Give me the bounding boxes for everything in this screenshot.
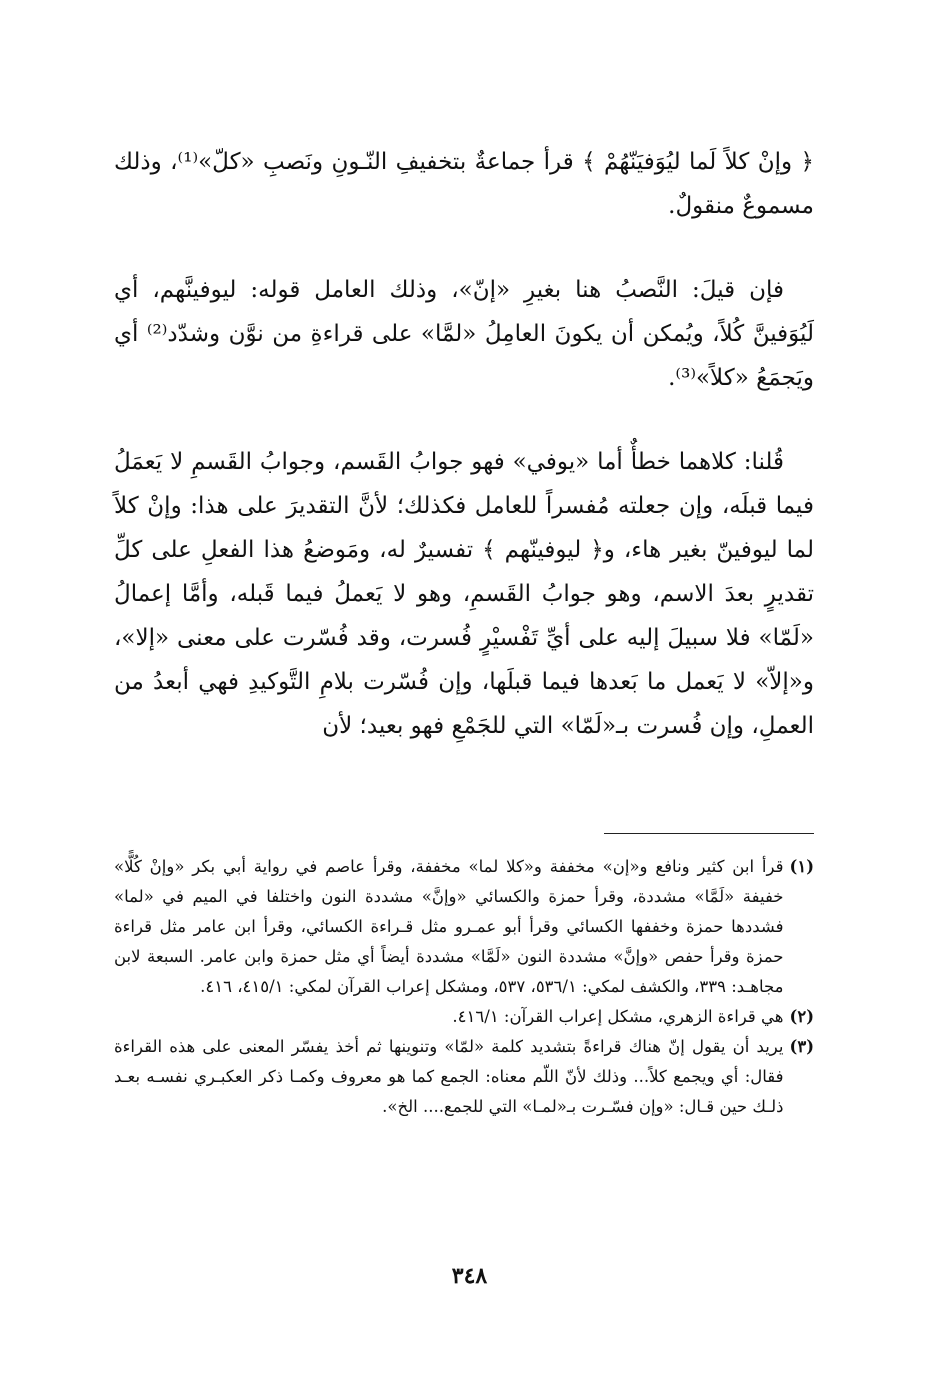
- footnote-separator: [604, 833, 814, 834]
- footnote-2: [114, 1002, 814, 1032]
- footnote-number: (٢): [789, 1007, 814, 1026]
- main-text: [114, 140, 814, 788]
- paragraph-1: ﴿ وإنْ كلاً لَما ليُوَفيَنّهُمْ ﴾ قرأ جماعةٌ بتخفيفِ النّـونِ ونَصبِ «كلّ»⁽¹⁾، وذلك مسموعٌ منقولٌ.: [114, 149, 815, 219]
- footnote-1: [114, 852, 814, 1002]
- footnote-text: هي قراءة الزهري، مشكل إعراب القرآن: ٤١٦/١.: [452, 1007, 784, 1026]
- footnotes: [114, 852, 814, 1122]
- footnote-text: قرأ ابن كثير ونافع و«إن» مخففة و«كلا لما» مخففة، وقرأ عاصم في رواية أبي بكر «وإنْ كُلًّا» خفيفة «لَمَّا» مشددة، وقرأ حمزة والكسائي «وإنَّ» مشددة النون واختلفا في الميم في «لما» فشددها حمزة وخففها الكسائي وقرأ أبو عمـرو مثل قـراءة الكسائي، وقرأ ابن عامر مثل قراءة حمزة وقرأ حفص «وإنَّ» مشددة النون «لَمَّا» مشددة أيضاً أي مثل حمزة وابن عامر. السبعة لابن مجاهـد: ٣٣٩، والكشف لمكي: ٥٣٦/١، ٥٣٧، ومشكل إعراب القرآن لمكي: ٤١٥/١، ٤١٦.: [114, 857, 784, 996]
- paragraph-3: قُلنا: كلاهما خطأٌ أما «يوفي» فهو جوابُ القَسم، وجوابُ القَسمِ لا يَعمَلُ فيما قبلَه، وإن جعلته مُفسراً للعامل فكذلك؛ لأنَّ التقديرَ على هذا: وإنْ كلاً لما ليوفينّ بغير هاء، و﴿ ليوفينّهم ﴾ تفسيرٌ له، ومَوضعُ هذا الفعلِ على كلِّ تقديرٍ بعدَ الاسم، وهو جوابُ القَسمِ، وهو لا يَعملُ فيما قَبله، وأمَّا إعمالُ «لَمّا» فلا سبيلَ إليه على أيِّ تَفْسيْرٍ فُسرت، وقد فُسّرت على معنى «إلا»، و«إلاّ» لا يَعمل ما بَعدها فيما قبلَها، وإن فُسّرت بلامِ التَّوكيدِ فهي أبعدُ من العملِ، وإن فُسرت بـ«لَمّا» التي للجَمْعِ فهو بعيد؛ لأن: [114, 449, 814, 739]
- footnote-number: (٣): [789, 1037, 814, 1056]
- footnote-3: [114, 1032, 814, 1122]
- paragraph-2: فإن قيلَ: النَّصبُ هنا بغيرِ «إنّ»، وذلك العامل قوله: ليوفينَّهم، أي لَيُوَفينَّ كُلاً، ويُمكن أن يكونَ العامِلُ «لمَّا» على قراءةِ من نوَّن وشدّد⁽²⁾ أي ويَجمَعُ «كلاً»⁽³⁾.: [114, 277, 814, 391]
- footnote-number: (١): [789, 857, 814, 876]
- footnote-text: يريد أن يقول إنّ هناك قراءةً بتشديد كلمة «لمّا» وتنوينها ثم أخذ يفسّر المعنى على هذه القراءة فقال: أي ويجمع كلاً... وذلك لأنّ اللّم معناه: الجمع كما هو معروف وكمـا ذكر العكبـري نفسـه بعـد ذلـك حين قـال: «وإن فسّـرت بـ«لمـا» التي للجمع.... الخ».: [114, 1037, 784, 1116]
- page-number: ٣٤٨: [451, 1263, 488, 1289]
